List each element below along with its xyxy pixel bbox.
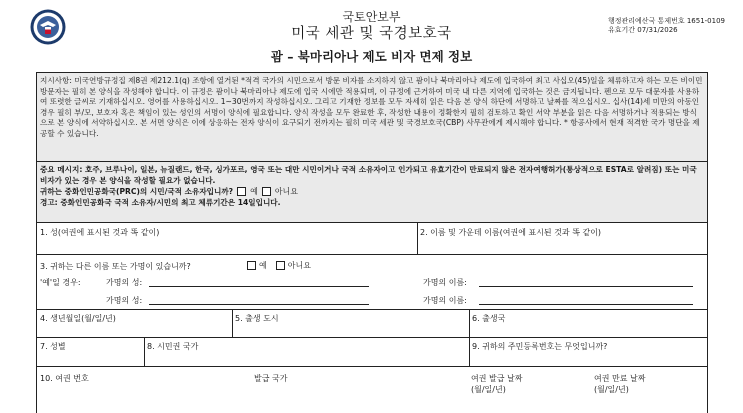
omb-expiry: 유효기간 07/31/2026 [608, 26, 678, 34]
alias-first-name-label-1: 가명의 이름: [423, 278, 467, 287]
alias-first-name-label-2: 가명의 이름: [423, 296, 467, 305]
field-5-city-of-birth[interactable]: 5. 출생 도시 [235, 314, 279, 323]
alias-yes-checkbox[interactable] [247, 261, 256, 270]
alias-last-name-label-1: 가명의 성: [106, 278, 143, 287]
alias-last-name-label-2: 가명의 성: [106, 296, 143, 305]
instructions-text: 지시사항: 미국연방규정집 제8권 제212.1(q) 조항에 열거된 *적격 국가의 시민으로서 방문 비자를 소지하지 않고 괌이나 북마리아나 제도에 입국하여 최고 사십오(45)일을 체류하고자 하는 모든 비이민 방문자는 필히 본 양식을 작성해야 합니다. 이 규정은 괌이나 북마리아나 제도에 입국 시에만 적용되며, 이 규정에 근거하여 미국 내 다른 지역에 입국하는 것은 금지됩니다. 펜으로 모두 대문자를 사용하여 또렷한 글씨로 기재하십시오. 영어를 사용하십시오. 1~30번까지 작성하십시오. 그리고 기재한 정보를 모두 자세히 읽은 다음 본 양식 하단에 서명하고 날짜를 적으십시오. 십사(14)세 미만의 아동인 경우 필히 부/모, 보호자 혹은 책임이 있는 성인의 서명이 양식에 필요합니다. 양식 작성을 모두 완료한 후, 작성한 내용이 정확한지 필히 검토하고 확인 서약 부분을 읽은 다음 서명하거나 적용되는 방식으로 본 양식에 서약하십시오. 본 서면 양식은 이에 상응하는 전자 양식이 요구되기 전까지는 필히 미국 세관 및 국경보호국(CBP) 사무관에게 제시해야 합니다. * 항공사에서 현재 적격한 국가 명단을 제공할 수 있습니다. [40, 76, 703, 138]
field-4-date-of-birth[interactable]: 4. 생년월일(월/일/년) [40, 314, 116, 323]
alias-no-label: 아니요 [287, 261, 311, 270]
field-2-given-names[interactable]: 2. 이름 및 가운데 이름(여권에 표시된 것과 똑 같이) [420, 228, 602, 237]
if-yes-label: '예'일 경우: [40, 278, 81, 287]
alias-first-name-field-2[interactable] [479, 304, 693, 305]
agency-subname: 미국 세관 및 국경보호국 [291, 26, 452, 42]
issuing-country-field[interactable]: 발급 국가 [254, 374, 288, 383]
issue-date-label[interactable]: 여권 발급 날짜 [471, 374, 523, 383]
prc-question: 귀하는 중화인민공화국(PRC)의 시민/국적 소유자입니까? [40, 187, 234, 196]
prc-warning: 경고: 중화인민공화국 국적 소유자/시민의 최고 체류기간은 14일입니다. [40, 198, 281, 207]
field-9-national-id[interactable]: 9. 귀하의 주민등록번호는 무엇입니까? [472, 342, 608, 351]
alias-last-name-field-2[interactable] [149, 304, 369, 305]
alias-first-name-field-1[interactable] [479, 286, 693, 287]
field-3-other-names: 3. 귀하는 다른 이름 또는 가명이 있습니까? [40, 262, 191, 271]
form-fields-grid [36, 223, 708, 413]
field-3-options [247, 260, 311, 271]
alias-no-checkbox[interactable] [276, 261, 285, 270]
issue-date-format: (월/일/년) [471, 385, 506, 394]
agency-name: 국토안보부 [342, 10, 401, 24]
prc-question-row [40, 186, 704, 197]
expiry-date-format: (월/일/년) [594, 385, 629, 394]
field-6-country-of-birth[interactable]: 6. 출생국 [472, 314, 506, 323]
important-message: 중요 메시지: 호주, 브루나이, 일본, 뉴질랜드, 한국, 싱가포르, 영국 또는 대만 시민이거나 국적 소유자이고 인가되고 유효기간이 만료되지 않은 전자여행허가(통상적으로 ESTA로 알려짐) 또는 미국 비자가 있는 경우 본 양식을 작성할 필요가 없습니다. [40, 165, 697, 185]
alias-last-name-field-1[interactable] [149, 286, 369, 287]
field-1-surname[interactable]: 1. 성(여권에 표시된 것과 똑 같이) [40, 228, 160, 237]
field-10-passport-number[interactable]: 10. 여권 번호 [40, 374, 89, 383]
field-8-citizenship[interactable]: 8. 시민권 국가 [147, 342, 199, 351]
prc-no-checkbox[interactable] [262, 187, 271, 196]
prc-no-label: 아니요 [274, 187, 299, 196]
field-7-sex[interactable]: 7. 성별 [40, 342, 66, 351]
prc-yes-label: 예 [250, 187, 258, 196]
important-notice-box [36, 162, 708, 223]
alias-yes-label: 예 [259, 261, 267, 270]
omb-number: 행정관리예산국 통제번호 1651-0109 [608, 17, 725, 25]
prc-yes-checkbox[interactable] [237, 187, 246, 196]
form-title: 괌 – 북마리아나 제도 비자 면제 정보 [270, 49, 473, 64]
instructions-box [36, 72, 708, 162]
expiry-date-label[interactable]: 여권 만료 날짜 [594, 374, 646, 383]
